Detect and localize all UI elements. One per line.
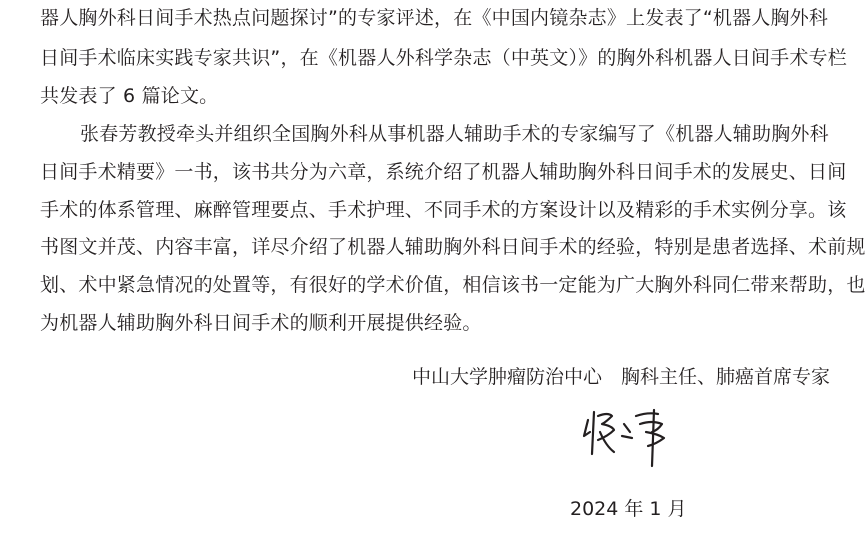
author-affiliation: 中山大学肿瘤防治中心 胸科主任、肺癌首席专家 bbox=[411, 366, 830, 388]
body-line-3: 共发表了 6 篇论文。 bbox=[40, 85, 219, 107]
body-line-7: 书图文并茂、内容丰富，详尽介绍了机器人辅助胸外科日间手术的经验，特别是患者选择、术前规 bbox=[40, 236, 866, 258]
body-line-9: 为机器人辅助胸外科日间手术的顺利开展提供经验。 bbox=[40, 312, 482, 334]
signature-date: 2024 年 1 月 bbox=[570, 498, 687, 520]
body-line-5: 日间手术精要》一书，该书共分为六章，系统介绍了机器人辅助胸外科日间手术的发展史、日间 bbox=[40, 161, 847, 183]
handwritten-signature bbox=[578, 402, 678, 470]
body-line-2: 日间手术临床实践专家共识”，在《机器人外科学杂志（中英文）》的胸外科机器人日间手术专栏 bbox=[40, 47, 847, 69]
body-line-6: 手术的体系管理、麻醉管理要点、手术护理、不同手术的方案设计以及精彩的手术实例分享。该 bbox=[40, 199, 847, 221]
body-line-1: 器人胸外科日间手术热点问题探讨”的专家评述，在《中国内镜杂志》上发表了“机器人胸外科 bbox=[40, 7, 829, 29]
body-line-8: 划、术中紧急情况的处置等，有很好的学术价值，相信该书一定能为广大胸外科同仁带来帮助，也 bbox=[40, 274, 866, 296]
body-line-4: 张春芳教授牵头并组织全国胸外科从事机器人辅助手术的专家编写了《机器人辅助胸外科 bbox=[80, 123, 829, 145]
